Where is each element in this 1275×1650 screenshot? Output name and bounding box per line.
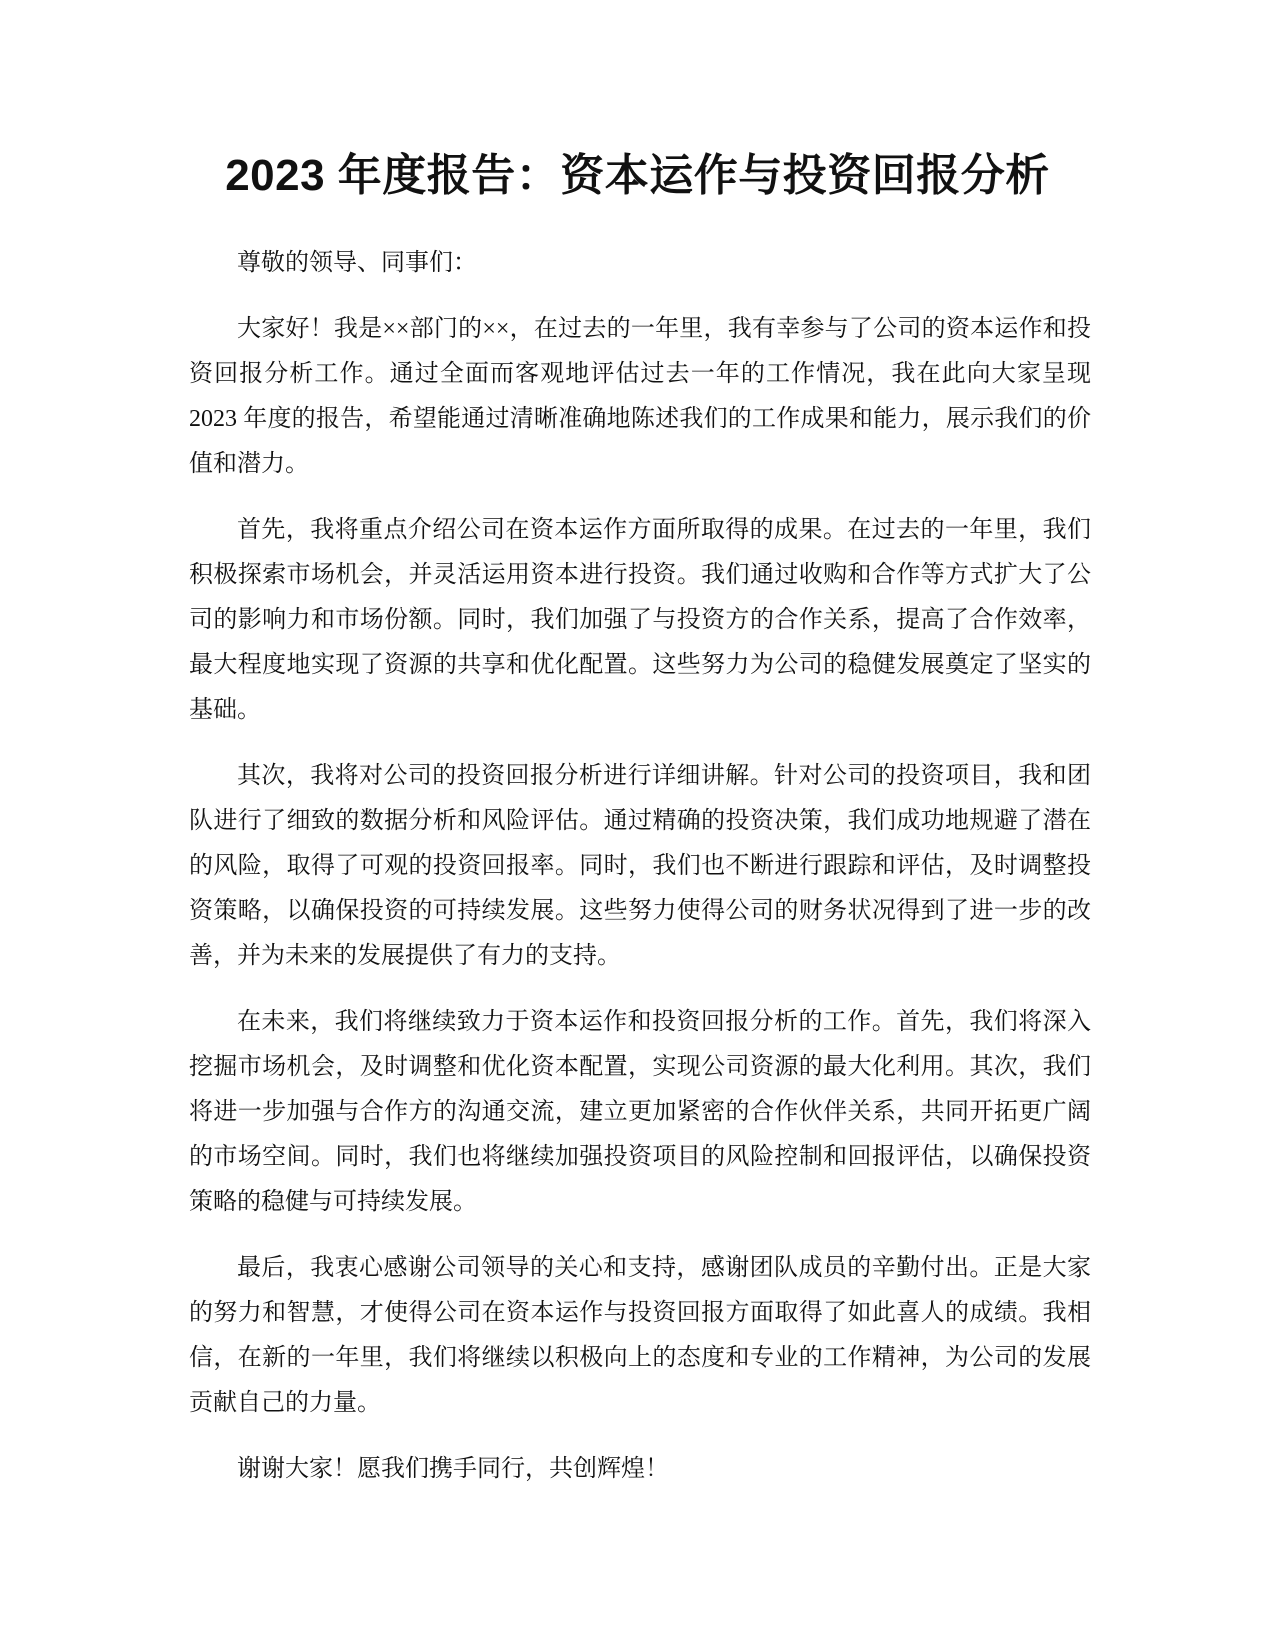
thanks-paragraph: 最后，我衷心感谢公司领导的关心和支持，感谢团队成员的辛勤付出。正是大家的努力和智慧，才使得公司在资本运作与投资回报方面取得了如此喜人的成绩。我相信，在新的一年里，我们将继续以积极向上的态度和专业的工作精神，为公司的发展贡献自己的力量。 bbox=[189, 1255, 1091, 1416]
document-body bbox=[189, 241, 1091, 1513]
future-plans-paragraph: 在未来，我们将继续致力于资本运作和投资回报分析的工作。首先，我们将深入挖掘市场机会，及时调整和优化资本配置，实现公司资源的最大化利用。其次，我们将进一步加强与合作方的沟通交流，建立更加紧密的合作伙伴关系，共同开拓更广阔的市场空间。同时，我们也将继续加强投资项目的风险控制和回报评估，以确保投资策略的稳健与可持续发展。 bbox=[189, 1009, 1091, 1215]
salutation-paragraph: 尊敬的领导、同事们： bbox=[237, 250, 477, 276]
capital-operations-paragraph: 首先，我将重点介绍公司在资本运作方面所取得的成果。在过去的一年里，我们积极探索市场机会，并灵活运用资本进行投资。我们通过收购和合作等方式扩大了公司的影响力和市场份额。同时，我们加强了与投资方的合作关系，提高了合作效率，最大程度地实现了资源的共享和优化配置。这些努力为公司的稳健发展奠定了坚实的基础。 bbox=[189, 517, 1091, 723]
intro-paragraph: 大家好！我是××部门的××，在过去的一年里，我有幸参与了公司的资本运作和投资回报分析工作。通过全面而客观地评估过去一年的工作情况，我在此向大家呈现 2023 年度的报告，希望能通过清晰准确地陈述我们的工作成果和能力，展示我们的价值和潜力。 bbox=[189, 316, 1091, 477]
closing-paragraph: 谢谢大家！愿我们携手同行，共创辉煌！ bbox=[237, 1456, 669, 1482]
investment-return-paragraph: 其次，我将对公司的投资回报分析进行详细讲解。针对公司的投资项目，我和团队进行了细致的数据分析和风险评估。通过精确的投资决策，我们成功地规避了潜在的风险，取得了可观的投资回报率。同时，我们也不断进行跟踪和评估，及时调整投资策略，以确保投资的可持续发展。这些努力使得公司的财务状况得到了进一步的改善，并为未来的发展提供了有力的支持。 bbox=[189, 763, 1091, 969]
document-title: 2023 年度报告：资本运作与投资回报分析 bbox=[225, 151, 1050, 200]
